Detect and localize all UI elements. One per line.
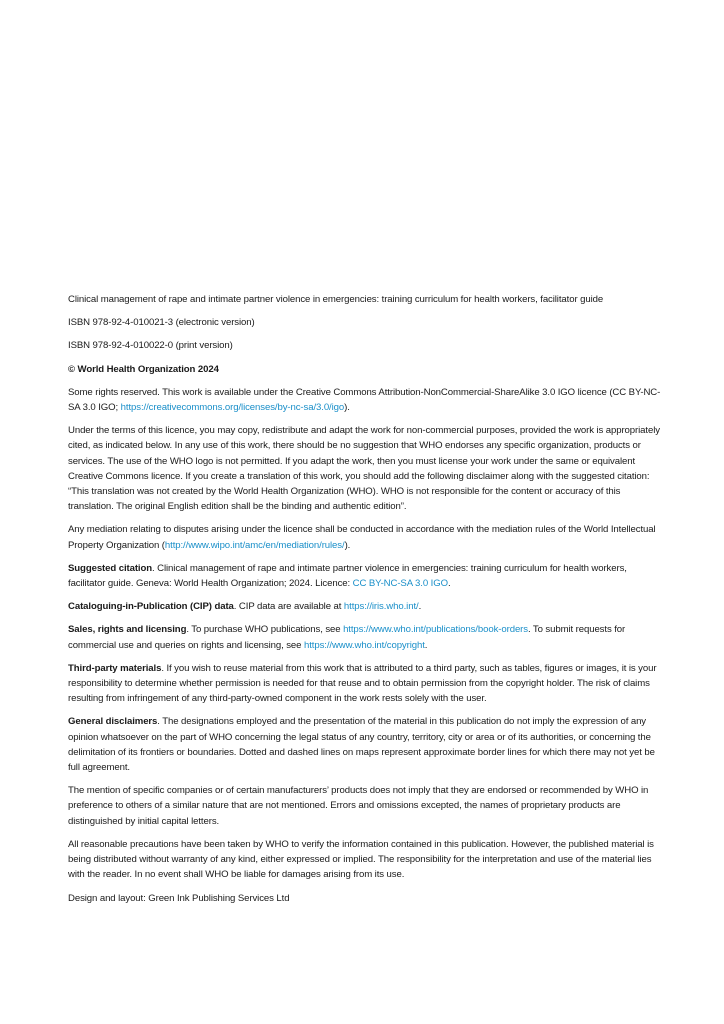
iris-link[interactable]: https://iris.who.int/: [343, 601, 419, 613]
licence-terms-paragraph: Under the terms of this licence, you may copy, redistribute and adapt the work for non-commercial purposes, provided the work is appropriately cited, as indicated below. In any use of this work, there should be no suggestion that WHO endorses any specific organization, products or services. The use of the WHO logo is not permitted. If you adapt the work, then you must license your work under the same or equivalent Creative Commons licence. If you create a translation of this work, you should add the following disclaimer along with the suggested citation: “This translation was not created by the World Health Organization (WHO). WHO is not responsible for the content or accuracy of this translation. The original English edition shall be the binding and authentic edition”.: [68, 425, 660, 513]
isbn-electronic: ISBN 978-92-4-010021-3 (electronic version): [68, 317, 255, 329]
book-orders-link[interactable]: https://www.who.int/publications/book-orders: [343, 624, 528, 636]
sales-paragraph: [68, 622, 662, 652]
sales-end: .: [424, 639, 428, 651]
third-party-paragraph: [68, 661, 662, 707]
sales-text: . To purchase WHO publications, see: [186, 624, 344, 636]
third-party-text: . If you wish to reuse material from this work that is attributed to a third party, such as tables, figures or images, it is your responsibility to determine whether permission is needed for that reuse and to obtain permission from the copyright holder. The risk of claims resulting from infringement of any third-party-owned component in the work rests solely with the user.: [68, 662, 657, 705]
rights-paragraph: [68, 385, 662, 415]
design-credit: Design and layout: Green Ink Publishing Services Ltd: [68, 892, 290, 904]
sales-label: Sales, rights and licensing: [68, 624, 187, 636]
publication-title: Clinical management of rape and intimate partner violence in emergencies: training curriculum for health workers, facilitator guide: [68, 294, 604, 305]
mediation-text: Any mediation relating to disputes arising under the licence shall be conducted in accordance with the mediation rules of the World Intellectual Property Organization (: [68, 524, 656, 551]
rights-end: ).: [344, 402, 350, 414]
general-disclaimers-label: General disclaimers: [68, 716, 158, 728]
sales-mid: . To submit requests for commercial use and queries on rights and licensing, see: [68, 624, 626, 651]
cip-label: Cataloguing-in-Publication (CIP) data: [68, 601, 234, 613]
wipo-link[interactable]: http://www.wipo.int/amc/en/mediation/rules/: [164, 539, 345, 551]
citation-label: Suggested citation: [68, 562, 153, 574]
cip-paragraph: [68, 599, 662, 614]
general-disclaimers-text: . The designations employed and the presentation of the material in this publication do not imply the expression of any opinion whatsoever on the part of WHO concerning the legal status of any country, territory, city or area or of its authorities, or concerning the delimitation of its frontiers or boundaries. Dotted and dashed lines on maps represent approximate border lines for which there may not yet be full agreement.: [68, 716, 655, 774]
rights-text: Some rights reserved. This work is available under the Creative Commons Attribution-NonCommercial-ShareAlike 3.0 IGO licence (CC BY-NC-SA 3.0 IGO;: [68, 386, 661, 414]
cip-text: . CIP data are available at: [233, 601, 344, 613]
copyright-link[interactable]: https://www.who.int/copyright: [303, 639, 425, 651]
general-disclaimers-paragraph: [68, 714, 662, 775]
citation-end: .: [447, 578, 451, 590]
isbn-print: ISBN 978-92-4-010022-0 (print version): [68, 340, 233, 352]
copyright-notice: © World Health Organization 2024: [68, 363, 219, 375]
mediation-paragraph: [68, 522, 662, 552]
cip-end: .: [418, 601, 422, 613]
licence-link[interactable]: CC BY-NC-SA 3.0 IGO: [352, 578, 448, 590]
citation-paragraph: [68, 561, 662, 591]
creative-commons-link[interactable]: https://creativecommons.org/licenses/by-nc-sa/3.0/igo: [120, 402, 345, 414]
mention-paragraph: The mention of specific companies or of certain manufacturers’ products does not imply that they are endorsed or recommended by WHO in preference to others of a similar nature that are not mentioned. Errors and omissions excepted, the names of proprietary products are distinguished by initial capital letters.: [68, 785, 649, 827]
precautions-paragraph: All reasonable precautions have been taken by WHO to verify the information contained in this publication. However, the published material is being distributed without warranty of any kind, either expressed or implied. The responsibility for the interpretation and use of the material lies with the reader. In no event shall WHO be liable for damages arising from its use.: [68, 838, 654, 881]
citation-text: . Clinical management of rape and intimate partner violence in emergencies: training curriculum for health workers, facilitator guide. Geneva: World Health Organization; 2024. Licence:: [68, 562, 627, 590]
mediation-end: ).: [344, 539, 351, 551]
third-party-label: Third-party materials: [68, 662, 162, 674]
